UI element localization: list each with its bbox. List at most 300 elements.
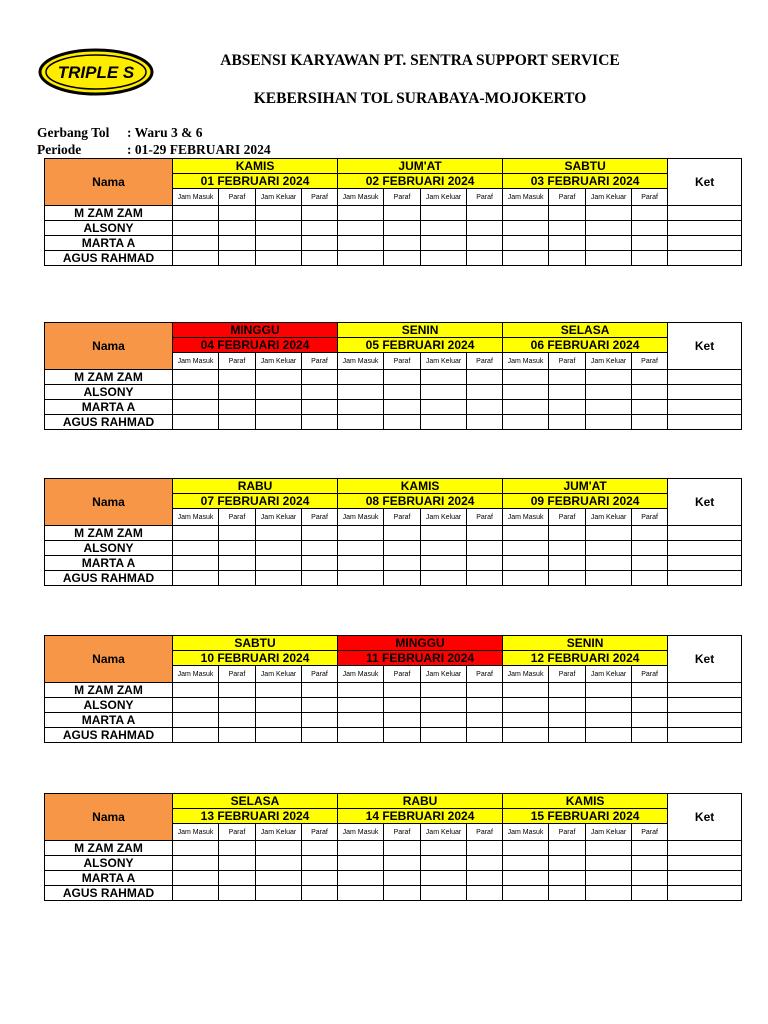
paraf-header: Paraf <box>549 509 586 526</box>
jam-keluar-cell[interactable] <box>256 556 302 571</box>
jam-masuk-cell[interactable] <box>173 856 219 871</box>
jam-keluar-cell[interactable] <box>586 221 632 236</box>
jam-masuk-cell[interactable] <box>338 856 384 871</box>
paraf-header: Paraf <box>384 824 421 841</box>
paraf-cell[interactable] <box>219 886 256 901</box>
paraf-cell[interactable] <box>302 571 338 586</box>
paraf-cell[interactable] <box>467 415 503 430</box>
paraf-cell[interactable] <box>467 251 503 266</box>
jam-masuk-cell[interactable] <box>503 206 549 221</box>
paraf-cell[interactable] <box>384 856 421 871</box>
paraf-cell[interactable] <box>467 400 503 415</box>
jam-keluar-cell[interactable] <box>421 698 467 713</box>
jam-keluar-cell[interactable] <box>421 236 467 251</box>
paraf-cell[interactable] <box>467 856 503 871</box>
paraf-cell[interactable] <box>632 728 668 743</box>
paraf-cell[interactable] <box>549 698 586 713</box>
jam-keluar-cell[interactable] <box>586 683 632 698</box>
jam-masuk-cell[interactable] <box>503 571 549 586</box>
gerbang-value: : Waru 3 & 6 <box>127 125 203 140</box>
jam-keluar-cell[interactable] <box>421 571 467 586</box>
jam-masuk-cell[interactable] <box>338 571 384 586</box>
paraf-cell[interactable] <box>384 221 421 236</box>
jam-keluar-cell[interactable] <box>586 385 632 400</box>
paraf-cell[interactable] <box>632 683 668 698</box>
paraf-cell[interactable] <box>467 728 503 743</box>
jam-keluar-cell[interactable] <box>421 683 467 698</box>
paraf-cell[interactable] <box>632 541 668 556</box>
paraf-cell[interactable] <box>384 713 421 728</box>
paraf-cell[interactable] <box>219 571 256 586</box>
paraf-cell[interactable] <box>384 370 421 385</box>
paraf-cell[interactable] <box>632 841 668 856</box>
ket-cell[interactable] <box>668 728 742 743</box>
jam-keluar-cell[interactable] <box>256 526 302 541</box>
paraf-cell[interactable] <box>302 541 338 556</box>
paraf-cell[interactable] <box>632 400 668 415</box>
paraf-cell[interactable] <box>384 400 421 415</box>
jam-keluar-cell[interactable] <box>421 400 467 415</box>
jam-keluar-cell[interactable] <box>256 886 302 901</box>
paraf-cell[interactable] <box>632 856 668 871</box>
jam-masuk-cell[interactable] <box>173 526 219 541</box>
jam-masuk-cell[interactable] <box>503 728 549 743</box>
jam-keluar-cell[interactable] <box>586 206 632 221</box>
paraf-cell[interactable] <box>632 370 668 385</box>
paraf-cell[interactable] <box>467 713 503 728</box>
paraf-cell[interactable] <box>219 526 256 541</box>
paraf-cell[interactable] <box>632 415 668 430</box>
jam-masuk-cell[interactable] <box>173 370 219 385</box>
jam-keluar-cell[interactable] <box>421 856 467 871</box>
paraf-cell[interactable] <box>549 415 586 430</box>
ket-cell[interactable] <box>668 415 742 430</box>
ket-cell[interactable] <box>668 400 742 415</box>
document-header <box>0 0 768 160</box>
paraf-cell[interactable] <box>384 571 421 586</box>
paraf-cell[interactable] <box>467 571 503 586</box>
date-label: 12 FEBRUARI 2024 <box>503 651 668 666</box>
paraf-cell[interactable] <box>549 728 586 743</box>
paraf-cell[interactable] <box>467 221 503 236</box>
jam-keluar-cell[interactable] <box>256 385 302 400</box>
jam-masuk-cell[interactable] <box>173 415 219 430</box>
jam-masuk-cell[interactable] <box>338 385 384 400</box>
paraf-cell[interactable] <box>467 871 503 886</box>
paraf-cell[interactable] <box>384 698 421 713</box>
jam-masuk-cell[interactable] <box>338 871 384 886</box>
jam-keluar-cell[interactable] <box>586 400 632 415</box>
paraf-cell[interactable] <box>549 206 586 221</box>
jam-masuk-cell[interactable] <box>338 206 384 221</box>
paraf-cell[interactable] <box>467 698 503 713</box>
jam-keluar-cell[interactable] <box>256 370 302 385</box>
jam-masuk-cell[interactable] <box>338 541 384 556</box>
paraf-cell[interactable] <box>549 385 586 400</box>
ket-cell[interactable] <box>668 526 742 541</box>
jam-keluar-cell[interactable] <box>256 728 302 743</box>
ket-header: Ket <box>668 479 742 526</box>
paraf-header: Paraf <box>632 189 668 206</box>
paraf-cell[interactable] <box>302 221 338 236</box>
paraf-cell[interactable] <box>384 728 421 743</box>
paraf-cell[interactable] <box>467 541 503 556</box>
paraf-cell[interactable] <box>302 713 338 728</box>
paraf-cell[interactable] <box>467 385 503 400</box>
paraf-cell[interactable] <box>467 526 503 541</box>
paraf-cell[interactable] <box>549 251 586 266</box>
jam-keluar-cell[interactable] <box>256 541 302 556</box>
paraf-cell[interactable] <box>549 856 586 871</box>
date-label: 14 FEBRUARI 2024 <box>338 809 503 824</box>
jam-masuk-header: Jam Masuk <box>338 189 384 206</box>
jam-keluar-cell[interactable] <box>586 728 632 743</box>
ket-cell[interactable] <box>668 541 742 556</box>
paraf-cell[interactable] <box>549 541 586 556</box>
jam-keluar-cell[interactable] <box>586 541 632 556</box>
paraf-cell[interactable] <box>467 236 503 251</box>
paraf-cell[interactable] <box>467 206 503 221</box>
jam-keluar-cell[interactable] <box>586 571 632 586</box>
paraf-cell[interactable] <box>302 556 338 571</box>
paraf-cell[interactable] <box>302 728 338 743</box>
jam-keluar-cell[interactable] <box>421 556 467 571</box>
paraf-cell[interactable] <box>632 886 668 901</box>
jam-masuk-cell[interactable] <box>503 871 549 886</box>
jam-masuk-cell[interactable] <box>173 571 219 586</box>
paraf-header: Paraf <box>302 189 338 206</box>
jam-masuk-cell[interactable] <box>503 251 549 266</box>
paraf-cell[interactable] <box>632 698 668 713</box>
jam-masuk-cell[interactable] <box>503 400 549 415</box>
jam-keluar-header: Jam Keluar <box>586 824 632 841</box>
jam-masuk-cell[interactable] <box>503 526 549 541</box>
paraf-cell[interactable] <box>219 556 256 571</box>
paraf-cell[interactable] <box>549 526 586 541</box>
attendance-table <box>44 158 742 266</box>
paraf-cell[interactable] <box>549 886 586 901</box>
paraf-cell[interactable] <box>467 683 503 698</box>
ket-cell[interactable] <box>668 886 742 901</box>
paraf-cell[interactable] <box>219 856 256 871</box>
ket-cell[interactable] <box>668 571 742 586</box>
day-name: MINGGU <box>338 636 503 651</box>
jam-keluar-cell[interactable] <box>586 556 632 571</box>
date-label: 11 FEBRUARI 2024 <box>338 651 503 666</box>
ket-cell[interactable] <box>668 856 742 871</box>
jam-masuk-cell[interactable] <box>338 698 384 713</box>
jam-keluar-cell[interactable] <box>421 221 467 236</box>
jam-masuk-cell[interactable] <box>173 886 219 901</box>
day-name: MINGGU <box>173 323 338 338</box>
jam-keluar-cell[interactable] <box>256 251 302 266</box>
paraf-cell[interactable] <box>219 400 256 415</box>
jam-masuk-cell[interactable] <box>173 871 219 886</box>
jam-keluar-cell[interactable] <box>256 221 302 236</box>
employee-name: M ZAM ZAM <box>45 526 173 541</box>
nama-header: Nama <box>45 159 173 206</box>
jam-masuk-header: Jam Masuk <box>338 509 384 526</box>
jam-masuk-cell[interactable] <box>173 541 219 556</box>
jam-keluar-cell[interactable] <box>256 871 302 886</box>
employee-row <box>45 221 742 236</box>
paraf-cell[interactable] <box>302 415 338 430</box>
paraf-cell[interactable] <box>384 886 421 901</box>
ket-cell[interactable] <box>668 683 742 698</box>
paraf-cell[interactable] <box>219 415 256 430</box>
paraf-cell[interactable] <box>549 871 586 886</box>
jam-masuk-cell[interactable] <box>338 526 384 541</box>
paraf-cell[interactable] <box>219 541 256 556</box>
attendance-table <box>44 478 742 586</box>
jam-masuk-cell[interactable] <box>173 683 219 698</box>
paraf-cell[interactable] <box>632 713 668 728</box>
jam-masuk-cell[interactable] <box>503 236 549 251</box>
jam-masuk-cell[interactable] <box>503 886 549 901</box>
jam-keluar-cell[interactable] <box>421 385 467 400</box>
ket-cell[interactable] <box>668 251 742 266</box>
day-row <box>45 794 742 809</box>
paraf-cell[interactable] <box>302 526 338 541</box>
paraf-cell[interactable] <box>632 221 668 236</box>
paraf-cell[interactable] <box>467 841 503 856</box>
jam-masuk-cell[interactable] <box>338 251 384 266</box>
jam-masuk-cell[interactable] <box>338 236 384 251</box>
paraf-cell[interactable] <box>549 713 586 728</box>
jam-masuk-cell[interactable] <box>173 728 219 743</box>
jam-keluar-cell[interactable] <box>421 206 467 221</box>
jam-keluar-cell[interactable] <box>421 713 467 728</box>
paraf-cell[interactable] <box>384 541 421 556</box>
ket-cell[interactable] <box>668 556 742 571</box>
ket-cell[interactable] <box>668 841 742 856</box>
ket-cell[interactable] <box>668 221 742 236</box>
paraf-cell[interactable] <box>219 370 256 385</box>
paraf-cell[interactable] <box>632 236 668 251</box>
jam-masuk-cell[interactable] <box>338 683 384 698</box>
paraf-cell[interactable] <box>384 683 421 698</box>
jam-masuk-cell[interactable] <box>503 221 549 236</box>
paraf-cell[interactable] <box>302 886 338 901</box>
jam-masuk-cell[interactable] <box>173 251 219 266</box>
jam-masuk-cell[interactable] <box>338 400 384 415</box>
paraf-cell[interactable] <box>219 251 256 266</box>
paraf-cell[interactable] <box>384 556 421 571</box>
jam-keluar-cell[interactable] <box>256 856 302 871</box>
paraf-header: Paraf <box>384 666 421 683</box>
jam-masuk-cell[interactable] <box>338 886 384 901</box>
jam-keluar-cell[interactable] <box>586 415 632 430</box>
jam-keluar-header: Jam Keluar <box>421 189 467 206</box>
paraf-cell[interactable] <box>632 871 668 886</box>
paraf-cell[interactable] <box>632 556 668 571</box>
jam-masuk-cell[interactable] <box>503 415 549 430</box>
jam-masuk-cell[interactable] <box>503 856 549 871</box>
employee-name: ALSONY <box>45 221 173 236</box>
paraf-cell[interactable] <box>632 385 668 400</box>
paraf-cell[interactable] <box>549 683 586 698</box>
triple-s-logo <box>38 48 154 96</box>
ket-cell[interactable] <box>668 206 742 221</box>
jam-masuk-cell[interactable] <box>338 728 384 743</box>
paraf-cell[interactable] <box>549 236 586 251</box>
jam-keluar-cell[interactable] <box>421 251 467 266</box>
employee-row <box>45 370 742 385</box>
paraf-cell[interactable] <box>384 206 421 221</box>
jam-masuk-cell[interactable] <box>173 698 219 713</box>
jam-masuk-header: Jam Masuk <box>503 824 549 841</box>
jam-masuk-cell[interactable] <box>338 556 384 571</box>
paraf-cell[interactable] <box>219 871 256 886</box>
paraf-cell[interactable] <box>549 221 586 236</box>
jam-keluar-cell[interactable] <box>586 236 632 251</box>
jam-keluar-cell[interactable] <box>586 370 632 385</box>
attendance-block <box>44 478 740 586</box>
paraf-cell[interactable] <box>384 236 421 251</box>
paraf-cell[interactable] <box>549 370 586 385</box>
jam-keluar-cell[interactable] <box>586 886 632 901</box>
jam-masuk-cell[interactable] <box>503 385 549 400</box>
employee-name: MARTA A <box>45 236 173 251</box>
jam-keluar-cell[interactable] <box>586 526 632 541</box>
paraf-cell[interactable] <box>302 698 338 713</box>
jam-masuk-cell[interactable] <box>503 841 549 856</box>
jam-masuk-cell[interactable] <box>173 236 219 251</box>
jam-keluar-cell[interactable] <box>421 541 467 556</box>
jam-masuk-cell[interactable] <box>338 415 384 430</box>
jam-keluar-cell[interactable] <box>421 841 467 856</box>
paraf-cell[interactable] <box>384 415 421 430</box>
paraf-cell[interactable] <box>384 841 421 856</box>
jam-keluar-cell[interactable] <box>586 698 632 713</box>
jam-keluar-cell[interactable] <box>256 400 302 415</box>
jam-masuk-cell[interactable] <box>338 221 384 236</box>
paraf-cell[interactable] <box>467 370 503 385</box>
jam-keluar-cell[interactable] <box>256 206 302 221</box>
jam-masuk-cell[interactable] <box>503 541 549 556</box>
paraf-cell[interactable] <box>219 713 256 728</box>
jam-keluar-cell[interactable] <box>421 370 467 385</box>
jam-keluar-cell[interactable] <box>256 683 302 698</box>
jam-keluar-cell[interactable] <box>256 415 302 430</box>
paraf-cell[interactable] <box>302 236 338 251</box>
paraf-cell[interactable] <box>549 841 586 856</box>
paraf-cell[interactable] <box>632 251 668 266</box>
jam-masuk-cell[interactable] <box>173 713 219 728</box>
paraf-header: Paraf <box>302 353 338 370</box>
jam-keluar-cell[interactable] <box>256 571 302 586</box>
jam-keluar-cell[interactable] <box>421 886 467 901</box>
jam-keluar-cell[interactable] <box>256 698 302 713</box>
paraf-cell[interactable] <box>219 221 256 236</box>
ket-cell[interactable] <box>668 385 742 400</box>
paraf-cell[interactable] <box>219 385 256 400</box>
paraf-cell[interactable] <box>467 886 503 901</box>
jam-keluar-header: Jam Keluar <box>421 824 467 841</box>
paraf-cell[interactable] <box>302 683 338 698</box>
jam-masuk-cell[interactable] <box>173 385 219 400</box>
paraf-cell[interactable] <box>219 206 256 221</box>
ket-cell[interactable] <box>668 871 742 886</box>
jam-masuk-cell[interactable] <box>173 841 219 856</box>
paraf-cell[interactable] <box>302 400 338 415</box>
date-label: 15 FEBRUARI 2024 <box>503 809 668 824</box>
paraf-cell[interactable] <box>302 385 338 400</box>
employee-name: M ZAM ZAM <box>45 841 173 856</box>
jam-keluar-cell[interactable] <box>421 871 467 886</box>
paraf-cell[interactable] <box>219 728 256 743</box>
paraf-cell[interactable] <box>219 236 256 251</box>
jam-keluar-cell[interactable] <box>421 415 467 430</box>
ket-cell[interactable] <box>668 713 742 728</box>
paraf-cell[interactable] <box>219 683 256 698</box>
jam-keluar-cell[interactable] <box>256 713 302 728</box>
jam-masuk-cell[interactable] <box>173 206 219 221</box>
jam-keluar-cell[interactable] <box>586 856 632 871</box>
date-label: 09 FEBRUARI 2024 <box>503 494 668 509</box>
paraf-cell[interactable] <box>384 385 421 400</box>
paraf-cell[interactable] <box>632 571 668 586</box>
paraf-cell[interactable] <box>632 526 668 541</box>
jam-keluar-cell[interactable] <box>421 526 467 541</box>
jam-masuk-cell[interactable] <box>173 400 219 415</box>
paraf-cell[interactable] <box>302 370 338 385</box>
jam-keluar-cell[interactable] <box>421 728 467 743</box>
paraf-cell[interactable] <box>219 841 256 856</box>
paraf-cell[interactable] <box>549 571 586 586</box>
periode-value: : 01-29 FEBRUARI 2024 <box>127 142 271 157</box>
jam-masuk-cell[interactable] <box>503 556 549 571</box>
ket-cell[interactable] <box>668 236 742 251</box>
jam-masuk-cell[interactable] <box>503 683 549 698</box>
jam-masuk-cell[interactable] <box>503 370 549 385</box>
paraf-cell[interactable] <box>632 206 668 221</box>
paraf-cell[interactable] <box>302 251 338 266</box>
paraf-cell[interactable] <box>302 206 338 221</box>
paraf-cell[interactable] <box>549 400 586 415</box>
jam-keluar-cell[interactable] <box>256 236 302 251</box>
paraf-cell[interactable] <box>302 856 338 871</box>
ket-cell[interactable] <box>668 698 742 713</box>
paraf-cell[interactable] <box>467 556 503 571</box>
paraf-cell[interactable] <box>384 526 421 541</box>
ket-cell[interactable] <box>668 370 742 385</box>
periode-line <box>37 142 271 158</box>
paraf-cell[interactable] <box>384 871 421 886</box>
jam-masuk-cell[interactable] <box>338 370 384 385</box>
jam-masuk-cell[interactable] <box>173 221 219 236</box>
jam-masuk-cell[interactable] <box>338 841 384 856</box>
paraf-cell[interactable] <box>549 556 586 571</box>
paraf-cell[interactable] <box>384 251 421 266</box>
paraf-cell[interactable] <box>302 841 338 856</box>
jam-keluar-cell[interactable] <box>586 871 632 886</box>
jam-keluar-header: Jam Keluar <box>256 353 302 370</box>
jam-keluar-cell[interactable] <box>586 841 632 856</box>
paraf-cell[interactable] <box>302 871 338 886</box>
jam-masuk-cell[interactable] <box>503 698 549 713</box>
jam-keluar-cell[interactable] <box>256 841 302 856</box>
jam-keluar-cell[interactable] <box>586 251 632 266</box>
paraf-header: Paraf <box>467 824 503 841</box>
jam-masuk-cell[interactable] <box>173 556 219 571</box>
paraf-cell[interactable] <box>219 698 256 713</box>
jam-masuk-cell[interactable] <box>503 713 549 728</box>
jam-keluar-cell[interactable] <box>586 713 632 728</box>
day-name: RABU <box>173 479 338 494</box>
jam-masuk-cell[interactable] <box>338 713 384 728</box>
day-name: SELASA <box>173 794 338 809</box>
